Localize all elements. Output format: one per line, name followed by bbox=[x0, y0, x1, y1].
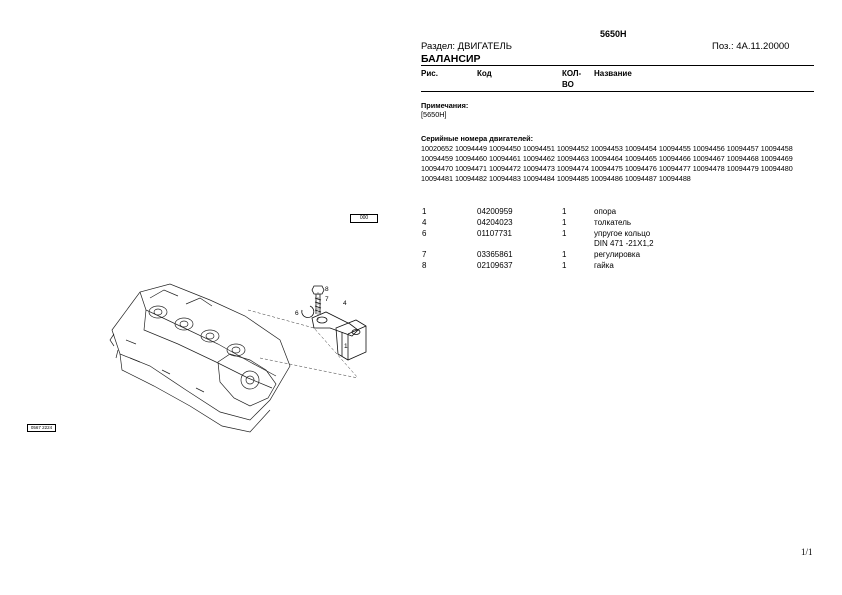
part-ref: 7 bbox=[422, 250, 427, 259]
part-row bbox=[421, 218, 816, 229]
leader-lines bbox=[248, 292, 358, 378]
callout-7: 7 bbox=[325, 296, 329, 303]
part-name-detail: DIN 471 -21X1,2 bbox=[594, 239, 654, 248]
callout-4: 4 bbox=[343, 300, 347, 307]
column-header-name: Название bbox=[594, 69, 632, 78]
notes-label: Примечания: bbox=[421, 101, 469, 110]
part-row bbox=[421, 207, 816, 218]
callout-1: 1 bbox=[344, 343, 348, 350]
part-ref: 6 bbox=[422, 229, 427, 238]
callout-labels bbox=[295, 286, 348, 350]
page-title: БАЛАНСИР bbox=[421, 53, 481, 65]
callout-8: 8 bbox=[325, 286, 329, 293]
part-name: регулировка bbox=[594, 250, 641, 259]
callout-6: 6 bbox=[295, 310, 299, 317]
part-ref: 1 bbox=[422, 207, 427, 216]
page-number: 1/1 bbox=[801, 547, 813, 557]
part-row bbox=[421, 229, 816, 250]
model-number: 5650H bbox=[600, 29, 627, 39]
part-code: 03365861 bbox=[477, 250, 513, 259]
part-qty: 1 bbox=[562, 218, 567, 227]
rocker-assembly bbox=[302, 286, 366, 360]
drawing-tag: 000 bbox=[350, 214, 378, 223]
column-header-code: Код bbox=[477, 69, 492, 78]
part-qty: 1 bbox=[562, 229, 567, 238]
part-name: гайка bbox=[594, 261, 614, 270]
part-code: 04204023 bbox=[477, 218, 513, 227]
exploded-view-drawing bbox=[100, 270, 385, 440]
header-rule-top bbox=[421, 65, 814, 66]
parts-list bbox=[421, 207, 816, 272]
part-row bbox=[421, 261, 816, 272]
part-name: опора bbox=[594, 207, 617, 216]
serials-list: 10020652 10094449 10094450 10094451 10094452 10094453 10094454 10094455 10094456 10094457 10094458 10094459 10094460 10094461 10094462 10094463 10094464 10094465 10094466 10094467 10094468 10094469 10094470 10094471 10094472 10094473 10094474 10094475 10094476 10094477 10094478 10094479 10094480 10094481 10094482 10094483 10094484 10094485 10094486 10094487 10094488 bbox=[421, 144, 793, 183]
part-row bbox=[421, 250, 816, 261]
part-ref: 4 bbox=[422, 218, 427, 227]
position-code: Поз.: 4A.11.20000 bbox=[712, 41, 790, 52]
part-name: упругое кольцо bbox=[594, 229, 651, 238]
column-header-qty: КОЛ- ВО bbox=[562, 69, 582, 89]
part-code: 01107731 bbox=[477, 229, 512, 238]
header-rule-bottom bbox=[421, 91, 814, 92]
part-name: толкатель bbox=[594, 218, 632, 227]
part-code: 04200959 bbox=[477, 207, 513, 216]
part-qty: 1 bbox=[562, 207, 567, 216]
drawing-code: 0567 2224 bbox=[27, 424, 56, 432]
part-ref: 8 bbox=[422, 261, 427, 270]
serials-label: Серийные номера двигателей: bbox=[421, 134, 534, 143]
part-qty: 1 bbox=[562, 261, 567, 270]
notes-value: [5650H] bbox=[421, 110, 447, 119]
part-code: 02109637 bbox=[477, 261, 513, 270]
part-qty: 1 bbox=[562, 250, 567, 259]
section-label: Раздел: ДВИГАТЕЛЬ bbox=[421, 41, 512, 52]
cylinder-head-illustration bbox=[110, 284, 290, 432]
column-header-ref: Рис. bbox=[421, 69, 438, 78]
